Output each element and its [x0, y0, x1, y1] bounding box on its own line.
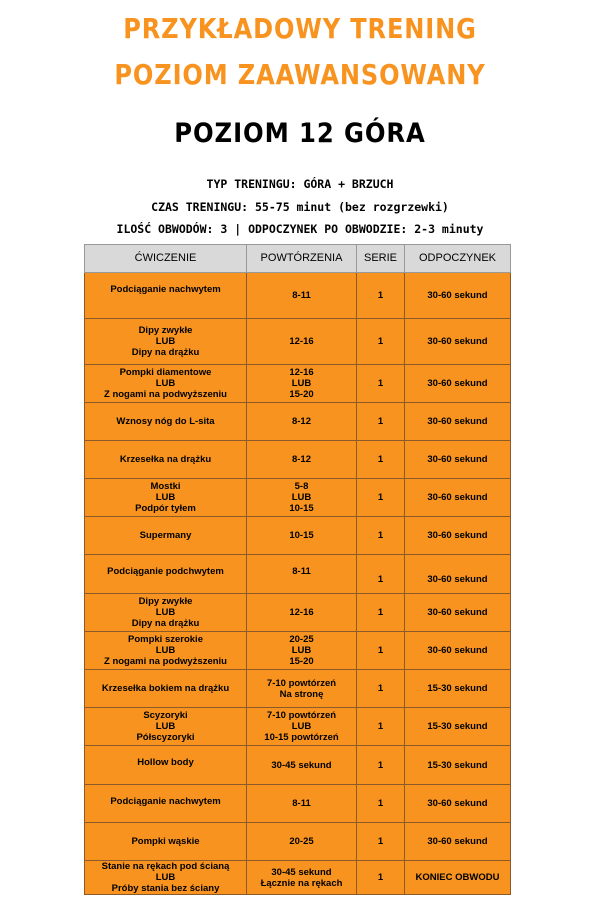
reps-cell — [247, 273, 357, 319]
exercise-cell — [85, 479, 247, 517]
reps-cell-line: 15-20 — [289, 389, 314, 400]
exercise-cell-line: LUB — [155, 378, 176, 389]
exercise-cell — [85, 746, 247, 785]
table-row — [85, 861, 511, 895]
exercise-cell — [85, 708, 247, 746]
table-row — [85, 403, 511, 441]
reps-cell-line: 12-16 — [289, 607, 314, 618]
title-line-1: PRZYKŁADOWY TRENING — [123, 12, 477, 45]
exercise-cell-line: Mostki — [150, 481, 181, 492]
exercise-cell-line: LUB — [155, 336, 176, 347]
exercise-cell-line: Podciąganie nachwytem — [110, 796, 221, 807]
table-header-row — [85, 245, 511, 273]
reps-cell-line: LUB — [291, 492, 312, 503]
reps-cell-line: LUB — [291, 378, 312, 389]
table-row — [85, 319, 511, 365]
exercise-cell — [85, 555, 247, 594]
exercise-cell — [85, 823, 247, 861]
reps-cell-line: 8-11 — [292, 566, 311, 577]
reps-cell — [247, 823, 357, 861]
reps-cell-line: 8-12 — [291, 454, 311, 465]
reps-cell-line: 10-15 — [289, 530, 314, 541]
table-row — [85, 708, 511, 746]
rest-cell: 30-60 sekund — [405, 479, 511, 517]
reps-cell-line: 12-16 — [289, 367, 314, 378]
header-reps: POWTÓRZENIA — [247, 245, 357, 273]
rest-cell: 15-30 sekund — [405, 708, 511, 746]
reps-cell-line: 7-10 powtórzeń — [266, 677, 337, 689]
exercise-cell-line: Próby stania bez ściany — [111, 883, 220, 894]
rest-cell: 30-60 sekund — [405, 319, 511, 365]
rest-cell: 30-60 sekund — [405, 594, 511, 632]
reps-cell-line: 8-11 — [292, 290, 311, 301]
reps-cell-line: 8-12 — [291, 416, 311, 427]
reps-cell-line: 30-45 sekund — [271, 759, 332, 771]
rest-cell: 30-60 sekund — [405, 555, 511, 594]
rest-cell: 30-60 sekund — [405, 632, 511, 670]
reps-cell — [247, 441, 357, 479]
header-exercise: ĆWICZENIE — [85, 245, 247, 273]
header-sets: SERIE — [357, 245, 405, 273]
rest-cell: 15-30 sekund — [405, 746, 511, 785]
reps-cell — [247, 594, 357, 632]
title-line-2: POZIOM ZAAWANSOWANY — [114, 58, 486, 91]
training-type: TYP TRENINGU: GÓRA + BRZUCH — [206, 177, 394, 191]
reps-cell — [247, 785, 357, 823]
reps-cell — [247, 555, 357, 594]
exercise-cell — [85, 861, 247, 895]
sets-cell: 1 — [357, 823, 405, 861]
exercise-cell-line: Podciąganie nachwytem — [110, 284, 221, 295]
sets-cell: 1 — [357, 746, 405, 785]
table-row — [85, 273, 511, 319]
exercise-cell-line: Dipy zwykłe — [138, 596, 193, 607]
exercise-cell-line: LUB — [155, 607, 176, 618]
exercise-cell — [85, 670, 247, 708]
rest-cell: 30-60 sekund — [405, 441, 511, 479]
reps-cell-line: Łącznie na rękach — [260, 877, 343, 889]
table-row — [85, 594, 511, 632]
reps-cell-line: 7-10 powtórzeń — [266, 710, 337, 721]
exercise-cell — [85, 319, 247, 365]
sets-cell: 1 — [357, 319, 405, 365]
exercise-cell — [85, 441, 247, 479]
reps-cell — [247, 708, 357, 746]
table-row — [85, 746, 511, 785]
exercise-cell-line: Krzesełka bokiem na drążku — [101, 683, 230, 694]
exercise-cell-line: Pompki szerokie — [128, 634, 203, 645]
table-row — [85, 823, 511, 861]
reps-cell-line: Na stronę — [279, 688, 324, 700]
table-row — [85, 632, 511, 670]
exercise-cell-line: LUB — [155, 645, 176, 656]
training-time: CZAS TRENINGU: 55-75 minut (bez rozgrzewki) — [151, 200, 449, 214]
reps-cell-line: LUB — [291, 645, 312, 656]
sets-cell: 1 — [357, 861, 405, 895]
exercise-cell — [85, 594, 247, 632]
sets-cell: 1 — [357, 403, 405, 441]
exercise-cell-line: Wznosy nóg do L-sita — [116, 416, 215, 427]
reps-cell-line: 5-8 — [294, 481, 309, 492]
reps-cell-line: LUB — [291, 721, 312, 732]
sets-cell: 1 — [357, 670, 405, 708]
workout-table — [84, 244, 511, 895]
exercise-cell-line: Dipy zwykłe — [138, 325, 193, 336]
exercise-cell — [85, 365, 247, 403]
reps-cell-line: 8-11 — [292, 798, 311, 809]
exercise-cell-line: LUB — [155, 721, 176, 732]
exercise-cell-line: Krzesełka na drążku — [119, 454, 212, 465]
page-subtitle: POZIOM 12 GÓRA — [174, 118, 426, 149]
reps-cell-line: 20-25 — [289, 634, 314, 645]
reps-cell — [247, 517, 357, 555]
reps-cell — [247, 670, 357, 708]
rest-cell: 30-60 sekund — [405, 273, 511, 319]
reps-cell — [247, 365, 357, 403]
table-row — [85, 365, 511, 403]
rest-cell: 30-60 sekund — [405, 403, 511, 441]
exercise-cell-line: LUB — [155, 872, 176, 883]
exercise-cell — [85, 273, 247, 319]
exercise-cell-line: Dipy na drążku — [131, 347, 200, 358]
exercise-cell-line: Stanie na rękach pod ścianą — [101, 861, 230, 872]
sets-cell: 1 — [357, 708, 405, 746]
exercise-cell-line: Dipy na drążku — [131, 618, 200, 629]
rest-cell: 30-60 sekund — [405, 823, 511, 861]
sets-cell: 1 — [357, 365, 405, 403]
sets-cell: 1 — [357, 273, 405, 319]
circuit-info: ILOŚĆ OBWODÓW: 3 | ODPOCZYNEK PO OBWODZIE: 2-3 minuty — [116, 222, 484, 236]
exercise-cell-line: Podpór tyłem — [135, 503, 196, 514]
reps-cell-line: 15-20 — [289, 656, 314, 667]
header-rest: ODPOCZYNEK — [405, 245, 511, 273]
table-row — [85, 479, 511, 517]
exercise-cell-line: Scyzoryki — [143, 710, 188, 721]
sets-cell: 1 — [357, 594, 405, 632]
exercise-cell — [85, 785, 247, 823]
exercise-cell-line: Półscyzoryki — [136, 732, 195, 743]
exercise-cell — [85, 403, 247, 441]
reps-cell-line: 12-16 — [289, 336, 314, 347]
reps-cell-line: 20-25 — [289, 836, 314, 847]
exercise-cell-line: Supermany — [139, 530, 192, 541]
table-row — [85, 517, 511, 555]
table-row — [85, 555, 511, 594]
sets-cell: 1 — [357, 785, 405, 823]
exercise-cell-line: Pompki diamentowe — [119, 367, 212, 378]
exercise-cell-line: Hollow body — [137, 757, 194, 768]
rest-cell: 15-30 sekund — [405, 670, 511, 708]
reps-cell — [247, 319, 357, 365]
reps-cell — [247, 479, 357, 517]
reps-cell-line: 10-15 — [289, 503, 314, 514]
sets-cell: 1 — [357, 441, 405, 479]
rest-cell: 30-60 sekund — [405, 517, 511, 555]
rest-cell: 30-60 sekund — [405, 365, 511, 403]
table-row — [85, 785, 511, 823]
reps-cell — [247, 861, 357, 895]
reps-cell-line: 10-15 powtórzeń — [264, 732, 339, 743]
sets-cell: 1 — [357, 555, 405, 594]
exercise-cell-line: Z nogami na podwyższeniu — [104, 389, 227, 400]
reps-cell-line: 30-45 sekund — [271, 866, 332, 878]
exercise-cell-line: LUB — [155, 492, 176, 503]
exercise-cell — [85, 517, 247, 555]
reps-cell — [247, 403, 357, 441]
sets-cell: 1 — [357, 479, 405, 517]
exercise-cell-line: Z nogami na podwyższeniu — [104, 656, 227, 667]
sets-cell: 1 — [357, 517, 405, 555]
reps-cell — [247, 746, 357, 785]
exercise-cell — [85, 632, 247, 670]
reps-cell — [247, 632, 357, 670]
exercise-cell-line: Pompki wąskie — [131, 836, 200, 847]
rest-cell: KONIEC OBWODU — [405, 861, 511, 895]
table-row — [85, 441, 511, 479]
table-row — [85, 670, 511, 708]
sets-cell: 1 — [357, 632, 405, 670]
exercise-cell-line: Podciąganie podchwytem — [107, 566, 224, 577]
rest-cell: 30-60 sekund — [405, 785, 511, 823]
